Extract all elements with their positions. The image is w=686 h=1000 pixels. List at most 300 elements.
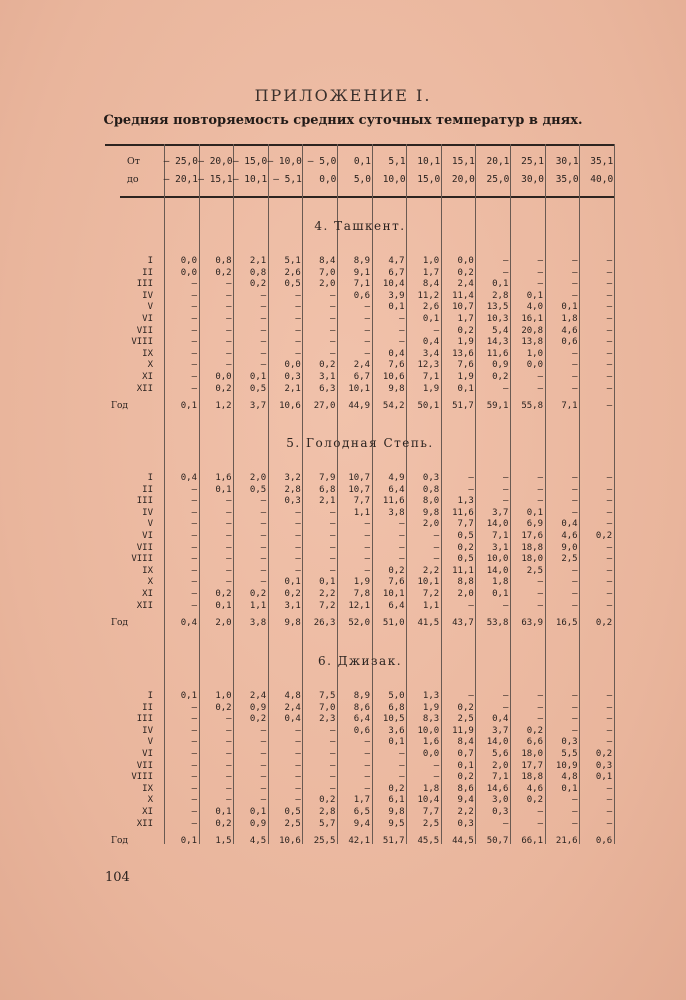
table-cell: — [537, 702, 543, 713]
table-cell: 10,9 [555, 760, 578, 771]
table-cell: — [329, 783, 336, 794]
table-cell: — [191, 484, 197, 495]
table-cell: — [191, 577, 197, 588]
table-cell: 0,3 [457, 818, 474, 829]
table-cell: 0,2 [388, 783, 405, 794]
table-cell: — [606, 496, 613, 507]
table-cell: 0,1 [561, 302, 578, 313]
table-cell: — [606, 818, 613, 829]
table-cell: 8,9 [353, 256, 370, 266]
table-cell: 0,1 [215, 600, 232, 611]
table-cell: — [606, 337, 613, 348]
table-cell: — [606, 279, 613, 290]
month-label: II [142, 484, 153, 495]
table-cell: 0,0 [180, 256, 197, 266]
table-cell: 0,0 [180, 267, 197, 278]
table-cell: 0,6 [561, 337, 578, 348]
table-cell: — [191, 807, 197, 817]
table-cell: — [537, 484, 543, 495]
table-cell: 18,0 [521, 749, 543, 759]
table-cell: 6,8 [319, 484, 336, 495]
range-from-value: 35,1 [590, 156, 614, 167]
table-cell: 4,6 [561, 325, 578, 336]
table-cell: — [606, 267, 613, 278]
year-total-cell: 54,2 [382, 401, 405, 412]
table-cell: — [295, 725, 301, 736]
table-cell: 0,1 [457, 383, 474, 394]
table-cell: — [606, 702, 613, 713]
table-cell: — [226, 325, 232, 336]
month-label: XII [136, 818, 153, 829]
table-cell: 5,5 [561, 749, 578, 759]
table-cell: 0,1 [388, 737, 405, 748]
range-from-value: — 15,0 [232, 156, 268, 167]
table-cell: 0,2 [319, 360, 336, 371]
table-cell: — [295, 795, 301, 806]
table-cell: — [329, 772, 336, 783]
month-label: VIII [131, 337, 153, 348]
year-total-cell: 21,6 [555, 836, 578, 847]
table-cell: 0,5 [457, 554, 474, 565]
table-cell: 2,5 [561, 554, 578, 565]
table-cell: — [468, 484, 474, 495]
table-cell: — [226, 565, 232, 576]
table-cell: — [468, 691, 474, 701]
table-cell: 0,3 [284, 496, 301, 507]
month-label: V [147, 519, 153, 530]
range-to-value: — 10,1 [232, 174, 268, 185]
table-cell: 16,1 [521, 314, 543, 324]
table-cell: 1,1 [249, 600, 267, 611]
table-cell: — [606, 256, 613, 266]
table-cell: — [537, 473, 543, 483]
table-cell: 5,0 [388, 691, 405, 701]
year-total-cell: 50,7 [486, 836, 509, 847]
table-cell: — [606, 325, 613, 336]
table-cell: 4,7 [388, 256, 405, 266]
table-cell: 2,0 [422, 519, 440, 530]
table-cell: 4,0 [526, 302, 543, 313]
table-cell: — [433, 760, 440, 771]
table-cell: 12,1 [348, 600, 370, 611]
month-label: V [147, 737, 153, 748]
table-cell: — [433, 542, 440, 553]
month-label: X [147, 795, 153, 806]
year-total-cell: 4,5 [249, 836, 267, 847]
table-cell: — [191, 795, 197, 806]
table-cell: 2,5 [457, 714, 474, 725]
table-cell: 9,4 [353, 818, 370, 829]
table-cell: 0,1 [526, 507, 543, 518]
table-cell: 7,6 [457, 360, 474, 371]
table-cell: 13,6 [452, 348, 474, 359]
table-cell: — [191, 507, 197, 518]
table-cell: — [399, 531, 405, 541]
table-cell: — [572, 348, 578, 359]
range-from-value: — 5,0 [307, 156, 337, 167]
range-from-value: — 10,0 [267, 156, 302, 167]
table-cell: 0,8 [215, 256, 232, 266]
table-cell: 6,9 [526, 519, 543, 530]
table-cell: 7,2 [422, 589, 440, 599]
table-cell: — [606, 290, 613, 301]
table-cell: — [572, 484, 578, 495]
year-total-cell: 55,8 [521, 401, 543, 412]
table-cell: 3,7 [492, 725, 509, 736]
table-cell: 0,2 [526, 795, 543, 806]
table-cell: — [399, 554, 405, 565]
table-cell: 20,8 [521, 325, 543, 336]
year-total-cell: 45,5 [417, 836, 440, 847]
year-total-cell: 1,2 [215, 401, 232, 412]
table-cell: 0,2 [215, 383, 232, 394]
table-cell: 0,1 [595, 772, 613, 783]
table-cell: — [329, 314, 336, 324]
table-cell: — [364, 531, 370, 541]
year-total-cell: 7,1 [561, 401, 578, 412]
table-cell: — [399, 337, 405, 348]
range-from-value: 5,1 [388, 156, 406, 167]
table-cell: — [295, 519, 301, 530]
table-cell: — [364, 337, 370, 348]
table-cell: — [502, 383, 509, 394]
table-cell: 7,7 [422, 807, 440, 817]
table-cell: — [295, 554, 301, 565]
table-cell: — [260, 496, 267, 507]
table-cell: — [226, 302, 232, 313]
table-cell: 0,1 [526, 290, 543, 301]
table-cell: 1,9 [457, 372, 474, 382]
table-cell: 7,6 [388, 577, 405, 588]
table-cell: 10,7 [348, 484, 370, 495]
table-cell: 2,1 [319, 496, 336, 507]
year-total-cell: 10,6 [279, 401, 301, 412]
table-cell: 2,4 [249, 691, 267, 701]
table-cell: — [606, 577, 613, 588]
table-cell: — [399, 519, 405, 530]
table-cell: — [572, 691, 578, 701]
table-cell: — [606, 565, 613, 576]
month-label: VIII [131, 554, 153, 565]
month-label: IX [142, 783, 153, 794]
table-cell: — [364, 348, 370, 359]
table-cell: — [537, 496, 543, 507]
table-cell: 1,0 [422, 256, 440, 266]
range-from-value: 20,1 [486, 156, 510, 167]
table-cell: 7,1 [492, 531, 509, 541]
table-cell: 6,5 [353, 807, 370, 817]
table-cell: — [295, 290, 301, 301]
table-cell: 1,0 [215, 691, 232, 701]
table-cell: 7,7 [353, 496, 370, 507]
table-cell: 10,0 [486, 554, 509, 565]
table-cell: 8,4 [422, 279, 440, 290]
table-cell: 0,2 [249, 589, 267, 599]
table-cell: 4,6 [561, 531, 578, 541]
table-cell: 4,9 [388, 473, 405, 483]
table-cell: — [606, 600, 613, 611]
table-cell: 0,2 [457, 772, 474, 783]
table-cell: 0,2 [249, 714, 267, 725]
table-cell: — [572, 702, 578, 713]
table-cell: 12,3 [417, 360, 440, 371]
table-cell: — [537, 267, 543, 278]
month-label: I [147, 473, 153, 483]
table-cell: — [260, 783, 267, 794]
table-cell: — [295, 325, 301, 336]
table-cell: 6,4 [388, 484, 405, 495]
table-cell: — [572, 807, 578, 817]
table-cell: 0,9 [249, 818, 267, 829]
table-cell: 2,2 [457, 807, 474, 817]
table-cell: 9,1 [353, 267, 370, 278]
table-cell: — [260, 507, 267, 518]
table-cell: — [329, 519, 336, 530]
table-cell: 7,1 [353, 279, 370, 290]
table-cell: 0,2 [249, 279, 267, 290]
table-cell: — [295, 783, 301, 794]
month-label: IX [142, 348, 153, 359]
table-cell: — [191, 589, 197, 599]
table-cell: 7,9 [319, 473, 336, 483]
table-cell: — [329, 348, 336, 359]
year-total-label: Год [111, 618, 128, 629]
table-cell: 8,4 [457, 737, 474, 748]
table-cell: 0,1 [284, 577, 301, 588]
table-cell: — [572, 725, 578, 736]
table-cell: — [226, 519, 232, 530]
month-label: I [147, 691, 153, 701]
year-total-cell: 0,6 [595, 836, 613, 847]
table-cell: 6,3 [319, 383, 336, 394]
table-cell: — [226, 714, 232, 725]
month-label: VII [136, 542, 153, 553]
table-cell: — [260, 542, 267, 553]
year-total-cell: 52,0 [348, 618, 370, 629]
table-cell: 5,7 [319, 818, 336, 829]
table-cell: 2,4 [457, 279, 474, 290]
section-title: 6. Джизак. [317, 654, 403, 668]
table-cell: — [329, 725, 336, 736]
table-cell: 0,5 [284, 807, 301, 817]
table-cell: — [329, 749, 336, 759]
table-cell: — [260, 725, 267, 736]
table-cell: 0,3 [561, 737, 578, 748]
table-cell: — [502, 818, 509, 829]
table-cell: — [606, 314, 613, 324]
table-cell: — [329, 542, 336, 553]
table-cell: 9,8 [388, 383, 405, 394]
table-cell: 7,6 [388, 360, 405, 371]
year-total-cell: 66,1 [521, 836, 543, 847]
year-total-cell: 3,7 [249, 401, 267, 412]
month-label: XI [142, 807, 153, 817]
table-cell: 1,8 [561, 314, 578, 324]
year-total-cell: 3,8 [249, 618, 267, 629]
table-cell: — [572, 496, 578, 507]
month-label: VI [142, 531, 153, 541]
table-cell: 4,8 [284, 691, 301, 701]
table-cell: — [295, 348, 301, 359]
table-cell: — [572, 256, 578, 266]
table-cell: — [260, 577, 267, 588]
table-cell: — [537, 372, 543, 382]
table-cell: — [606, 542, 613, 553]
table-cell: 0,2 [595, 531, 613, 541]
table-cell: 5,1 [284, 256, 301, 266]
table-cell: 13,5 [486, 302, 509, 313]
table-cell: 8,4 [319, 256, 336, 266]
table-cell: — [226, 337, 232, 348]
table-cell: 14,3 [486, 337, 509, 348]
table-cell: 0,1 [319, 577, 336, 588]
table-cell: — [226, 360, 232, 371]
table-cell: 2,4 [284, 702, 301, 713]
table-cell: — [572, 383, 578, 394]
table-cell: 1,3 [457, 496, 474, 507]
table-cell: 2,0 [492, 760, 509, 771]
table-cell: — [606, 302, 613, 313]
year-total-cell: 9,8 [284, 618, 301, 629]
table-cell: 0,2 [595, 749, 613, 759]
table-cell: 3,9 [388, 290, 405, 301]
table-cell: — [295, 531, 301, 541]
table-cell: — [260, 531, 267, 541]
table-cell: — [191, 818, 197, 829]
table-cell: — [537, 691, 543, 701]
table-cell: — [572, 577, 578, 588]
table-cell: — [606, 554, 613, 565]
table-cell: 0,2 [457, 702, 474, 713]
table-cell: 0,1 [215, 484, 232, 495]
year-total-cell: 0,2 [595, 618, 613, 629]
table-cell: 1,7 [353, 795, 370, 806]
table-cell: 7,1 [422, 372, 440, 382]
table-cell: — [433, 531, 440, 541]
year-total-cell: 50,1 [417, 401, 440, 412]
top-rule [105, 144, 615, 146]
table-cell: — [295, 314, 301, 324]
table-cell: — [191, 542, 197, 553]
table-cell: 0,1 [180, 691, 197, 701]
table-cell: 7,8 [353, 589, 370, 599]
table-cell: — [606, 360, 613, 371]
year-total-cell: 25,5 [313, 836, 336, 847]
table-cell: 1,1 [353, 507, 370, 518]
table-cell: — [329, 737, 336, 748]
table-cell: — [191, 337, 197, 348]
table-cell: — [295, 302, 301, 313]
year-total-cell: 59,1 [486, 401, 509, 412]
table-cell: 0,0 [457, 256, 474, 266]
table-cell: 14,6 [486, 783, 509, 794]
table-cell: 13,8 [521, 337, 543, 348]
table-cell: — [572, 267, 578, 278]
table-cell: — [260, 795, 267, 806]
table-cell: — [537, 577, 543, 588]
table-cell: 1,0 [526, 348, 543, 359]
table-cell: 6,4 [388, 600, 405, 611]
table-cell: 17,6 [521, 531, 543, 541]
table-cell: — [572, 589, 578, 599]
year-total-cell: 0,4 [180, 618, 197, 629]
table-cell: — [537, 589, 543, 599]
table-cell: 0,8 [249, 267, 267, 278]
table-cell: — [606, 725, 613, 736]
page-title: ПРИЛОЖЕНИЕ I. [254, 86, 432, 105]
table-cell: 2,0 [319, 279, 336, 290]
table-cell: — [191, 772, 197, 783]
table-cell: — [191, 565, 197, 576]
table-cell: 0,8 [422, 484, 440, 495]
table-cell: — [502, 473, 509, 483]
range-to-value: — 15,1 [198, 174, 233, 185]
table-cell: — [226, 577, 232, 588]
table-cell: 0,2 [457, 267, 474, 278]
table-cell: — [537, 818, 543, 829]
table-cell: 5,4 [492, 325, 509, 336]
table-cell: — [191, 290, 197, 301]
table-cell: 0,9 [492, 360, 509, 371]
table-cell: 8,8 [457, 577, 474, 588]
table-cell: — [260, 360, 267, 371]
table-cell: — [572, 600, 578, 611]
table-cell: 2,8 [319, 807, 336, 817]
year-total-cell: — [606, 401, 613, 412]
table-cell: 10,5 [382, 714, 405, 725]
month-label: X [147, 360, 153, 371]
table-cell: — [364, 302, 370, 313]
month-label: II [142, 267, 153, 278]
table-cell: — [260, 772, 267, 783]
table-cell: — [226, 749, 232, 759]
table-cell: 0,1 [249, 807, 267, 817]
table-cell: — [226, 279, 232, 290]
month-label: V [147, 302, 153, 313]
range-from-value: 25,1 [521, 156, 544, 167]
table-cell: — [260, 348, 267, 359]
table-cell: — [260, 337, 267, 348]
table-cell: 2,0 [457, 589, 474, 599]
range-to-value: 5,0 [353, 174, 371, 185]
table-cell: — [572, 795, 578, 806]
table-cell: — [364, 772, 370, 783]
range-from-value: 15,1 [451, 156, 475, 167]
table-cell: — [606, 507, 613, 518]
year-total-cell: 51,7 [452, 401, 474, 412]
range-to-value: 25,0 [486, 174, 510, 185]
table-cell: — [537, 600, 543, 611]
table-cell: — [364, 519, 370, 530]
month-label: XII [136, 383, 153, 394]
range-to-value: 10,0 [382, 174, 406, 185]
table-cell: 0,2 [457, 325, 474, 336]
table-cell: 0,2 [215, 818, 232, 829]
month-label: XI [142, 372, 153, 382]
table-cell: — [191, 714, 197, 725]
table-cell: — [433, 325, 440, 336]
table-cell: — [468, 600, 474, 611]
table-cell: — [537, 279, 543, 290]
table-cell: 1,7 [457, 314, 474, 324]
table-cell: 0,2 [492, 372, 509, 382]
table-cell: 2,1 [249, 256, 267, 266]
table-cell: 1,8 [492, 577, 509, 588]
month-label: VI [142, 314, 153, 324]
month-label: IV [142, 507, 153, 518]
table-cell: — [295, 337, 301, 348]
table-cell: 0,0 [284, 360, 301, 371]
